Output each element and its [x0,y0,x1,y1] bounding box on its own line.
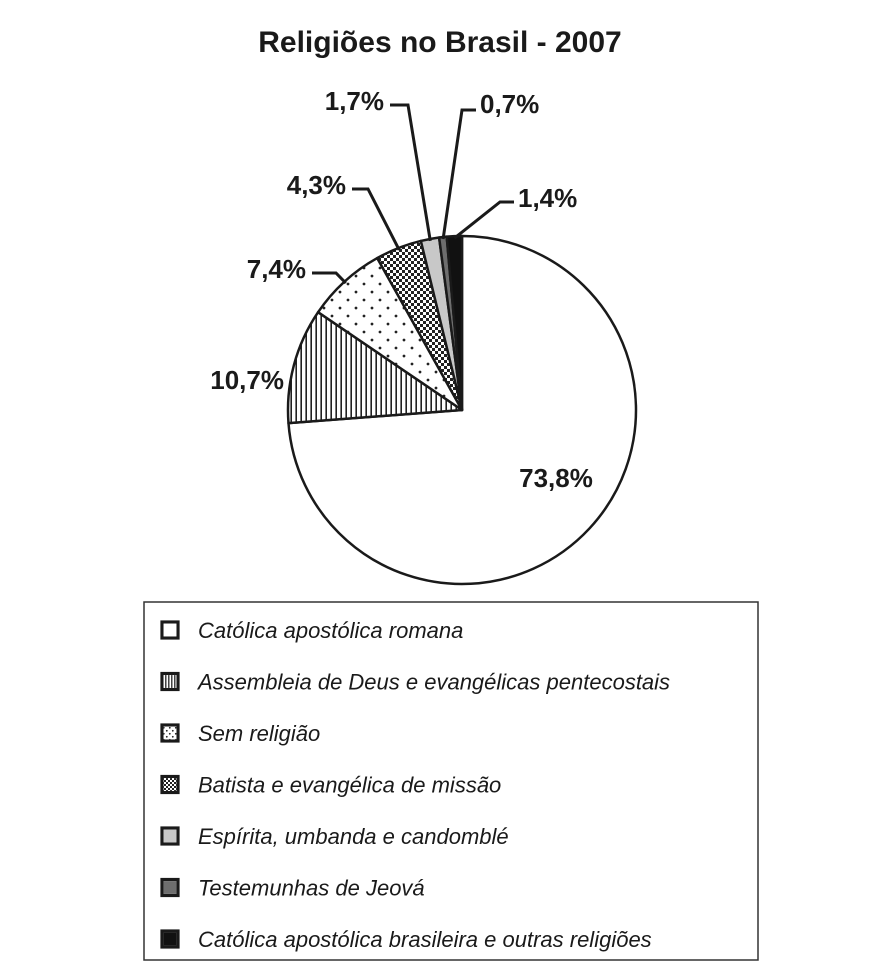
legend-label-catolica-apostolica-romana: Católica apostólica romana [198,618,464,643]
legend-label-sem-religiao: Sem religião [198,721,321,746]
leader-catolica-apostolica-brasileira-e-outras-religioes [454,202,514,238]
data-label-batista-e-evangelica-de-missao: 4,3% [286,170,346,200]
chart-title: Religiões no Brasil - 2007 [258,26,622,59]
data-label-catolica-apostolica-brasileira-e-outras-religioes: 1,4% [518,183,578,213]
legend-label-batista-e-evangelica-de-missao: Batista e evangélica de missão [198,772,502,798]
legend-swatch-fill-catolica-apostolica-romana [164,624,177,637]
leader-batista-e-evangelica-de-missao [352,189,399,250]
leader-testemunhas-de-jeova [443,110,476,239]
legend-label-testemunhas-de-jeova: Testemunhas de Jeová [198,875,425,901]
data-label-assembleia-de-deus-e-evangelicas-pentecostais: 10,7% [210,365,284,395]
legend-label-assembleia-de-deus-e-evangelicas-pentecostais: Assembleia de Deus e evangélicas pentecostais [198,669,671,695]
legend-swatch-fill-catolica-apostolica-brasileira-e-outras-religioes [164,933,177,946]
legend-swatch-fill-batista-e-evangelica-de-missao [164,778,177,791]
pie-slices [288,236,636,584]
leader-sem-religiao [312,273,346,283]
legend-swatch-fill-testemunhas-de-jeova [164,881,177,894]
legend-swatch-fill-espirita-umbanda-e-candomble [164,830,177,843]
data-label-testemunhas-de-jeova: 0,7% [480,89,540,119]
data-label-catolica-apostolica-romana: 73,8% [519,463,593,493]
data-label-espirita-umbanda-e-candomble: 1,7% [324,86,384,116]
legend-label-catolica-apostolica-brasileira-e-outras-religioes: Católica apostólica brasileira e outras religiões [198,927,652,952]
leader-espirita-umbanda-e-candomble [390,105,430,241]
legend-swatch-fill-sem-religiao [164,727,177,740]
data-label-sem-religiao: 7,4% [246,254,306,284]
legend-label-espirita-umbanda-e-candomble: Espírita, umbanda e candomblé [198,824,509,849]
legend-swatch-fill-assembleia-de-deus-e-evangelicas-pentecostais [164,675,177,688]
